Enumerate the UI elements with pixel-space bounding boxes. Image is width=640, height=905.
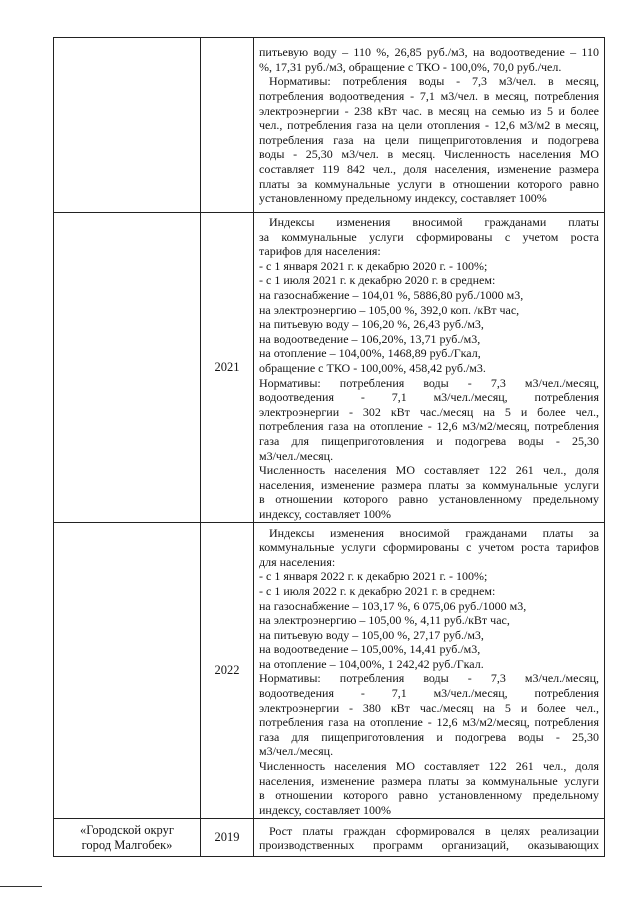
year-cell [201, 38, 254, 213]
text-line: на водоотведение – 106,20%, 13,71 руб./м3, [259, 331, 481, 346]
text-line: в отношении которого равно установленному предельному [259, 492, 599, 507]
description-cell [254, 523, 605, 819]
text-line: производственных программ организаций, оказывающих [259, 838, 599, 853]
table-row [54, 523, 605, 819]
table-row [54, 213, 605, 523]
text-line: на питьевую воду – 106,20 %, 26,43 руб./м3, [259, 317, 484, 332]
text-line: м3/чел./месяц. [259, 744, 334, 759]
description-text [254, 213, 604, 522]
text-line: электроэнергии - 380 кВт час./месяц на 5 и более чел., [259, 700, 599, 715]
text-line: питьевую воду – 110 %, 26,85 руб./м3, на водоотведение – 110 [259, 45, 599, 60]
description-cell [254, 819, 605, 857]
text-line: для населения: [259, 554, 336, 569]
text-line: Индексы изменения вносимой гражданами платы [269, 215, 599, 229]
utility-tariff-table [53, 37, 605, 857]
municipality-name-cell [54, 819, 201, 857]
text-line: установленному предельному индексу, составляет 100% [259, 191, 547, 206]
text-line: Численность населения МО составляет 122 261 чел., доля [259, 759, 599, 774]
municipality-cell [54, 38, 201, 213]
text-line: - с 1 января 2022 г. к декабрю 2021 г. - 100%; [259, 569, 488, 584]
text-line: тарифов для населения: [259, 244, 381, 259]
description-cell [254, 213, 605, 523]
text-line: платы за коммунальные услуги в отношении которого равно [259, 176, 599, 191]
text-line: населения, изменение размера платы за коммунальные услуги [259, 477, 599, 492]
description-cell [254, 38, 605, 213]
text-line: на электроэнергию – 105,00 %, 4,11 руб./кВт час, [259, 613, 510, 628]
text-line: - с 1 июля 2021 г. к декабрю 2020 г. в среднем: [259, 273, 496, 288]
text-line: %, 17,31 руб./м3, обращение с ТКО - 100,0%, 70,0 руб./чел. [259, 59, 562, 74]
table-row [54, 38, 605, 213]
text-line: населения, изменение размера платы за коммунальные услуги [259, 773, 599, 788]
description-text [254, 822, 604, 854]
text-line: электроэнергии - 302 кВт час./месяц на 5 и более чел., [259, 404, 599, 419]
text-line: на отопление – 104,00%, 1 242,42 руб./Гкал. [259, 656, 484, 671]
municipality-cell [54, 213, 201, 523]
text-line: Рост платы граждан сформировался в целях реализации [269, 823, 599, 838]
text-line: на электроэнергию – 105,00 %, 392,0 коп. /кВт час, [259, 302, 520, 317]
text-line: Нормативы: потребления воды - 7,3 м3/чел./месяц, [259, 671, 599, 686]
text-line: на водоотведение – 105,00%, 14,41 руб./м3, [259, 642, 481, 657]
text-line: на питьевую воду – 105,00 %, 27,17 руб./м3, [259, 627, 484, 642]
text-line: электроэнергии - 238 кВт час. в месяц на семью из 5 и более [259, 103, 599, 118]
text-line: на газоснабжение – 104,01 %, 5886,80 руб./1000 м3, [259, 287, 524, 302]
text-line: воды - 25,30 м3/чел. в месяц. Численность населения МО [259, 147, 599, 162]
text-line: за коммунальные услуги сформированы с учетом роста [259, 229, 599, 244]
text-line: Численность населения МО составляет 122 261 чел., доля [259, 463, 599, 478]
description-text [254, 43, 604, 207]
text-line: - с 1 января 2021 г. к декабрю 2020 г. - 100%; [259, 258, 488, 273]
year-cell: 2019 [201, 819, 254, 857]
municipality-cell [54, 523, 201, 819]
text-line: водоотведения - 7,1 м3/чел./месяц, потребления [259, 686, 599, 701]
municipality-name-line: город Малгобек» [81, 837, 173, 852]
text-line: на отопление – 104,00%, 1468,89 руб./Гкал, [259, 346, 481, 361]
text-line: индексу, составляет 100% [259, 506, 392, 521]
text-line: потребления газа на отопление - 12,6 м3/м2/месяц, потребления [259, 715, 599, 730]
text-line: Индексы изменения вносимой гражданами платы за [269, 525, 599, 540]
text-line: индексу, составляет 100% [259, 802, 392, 817]
text-line: в отношении которого равно установленному предельному [259, 788, 599, 803]
text-line: водоотведения - 7,1 м3/чел./месяц, потребления [259, 390, 599, 405]
text-line: газа для пищеприготовления и подогрева воды - 25,30 [259, 433, 599, 448]
municipality-name-line: «Городской округ [80, 822, 174, 837]
year-cell: 2021 [201, 213, 254, 523]
text-line: коммунальные услуги сформированы с учетом роста тарифов [259, 540, 599, 555]
year-cell: 2022 [201, 523, 254, 819]
text-line: - с 1 июля 2022 г. к декабрю 2021 г. в среднем: [259, 583, 496, 598]
table-row [54, 819, 605, 857]
text-line: потребления водоотведения - 7,1 м3/чел. в месяц, потребления [259, 89, 599, 104]
description-text [254, 524, 604, 819]
text-line: потребления газа на отопление - 12,6 м3/м2/месяц, потребления [259, 419, 599, 434]
text-line: Нормативы: потребления воды - 7,3 м3/чел./месяц, [259, 375, 599, 390]
text-line: потребления газа на цели пищеприготовления и подогрева [259, 132, 599, 147]
text-line: обращение с ТКО - 100,00%, 458,42 руб./м3. [259, 360, 486, 375]
footer-rule [0, 886, 42, 887]
text-line: на газоснабжение – 103,17 %, 6 075,06 руб./1000 м3, [259, 598, 527, 613]
text-line: Нормативы: потребления воды - 7,3 м3/чел. в месяц, [269, 74, 599, 89]
text-line: газа для пищеприготовления и подогрева воды - 25,30 [259, 729, 599, 744]
text-line: м3/чел./месяц. [259, 448, 334, 463]
text-line: чел., потребления газа на цели отопления - 12,6 м3/м2 в месяц, [259, 118, 599, 133]
text-line: составляет 119 842 чел., доля населения, изменение размера [259, 161, 599, 176]
